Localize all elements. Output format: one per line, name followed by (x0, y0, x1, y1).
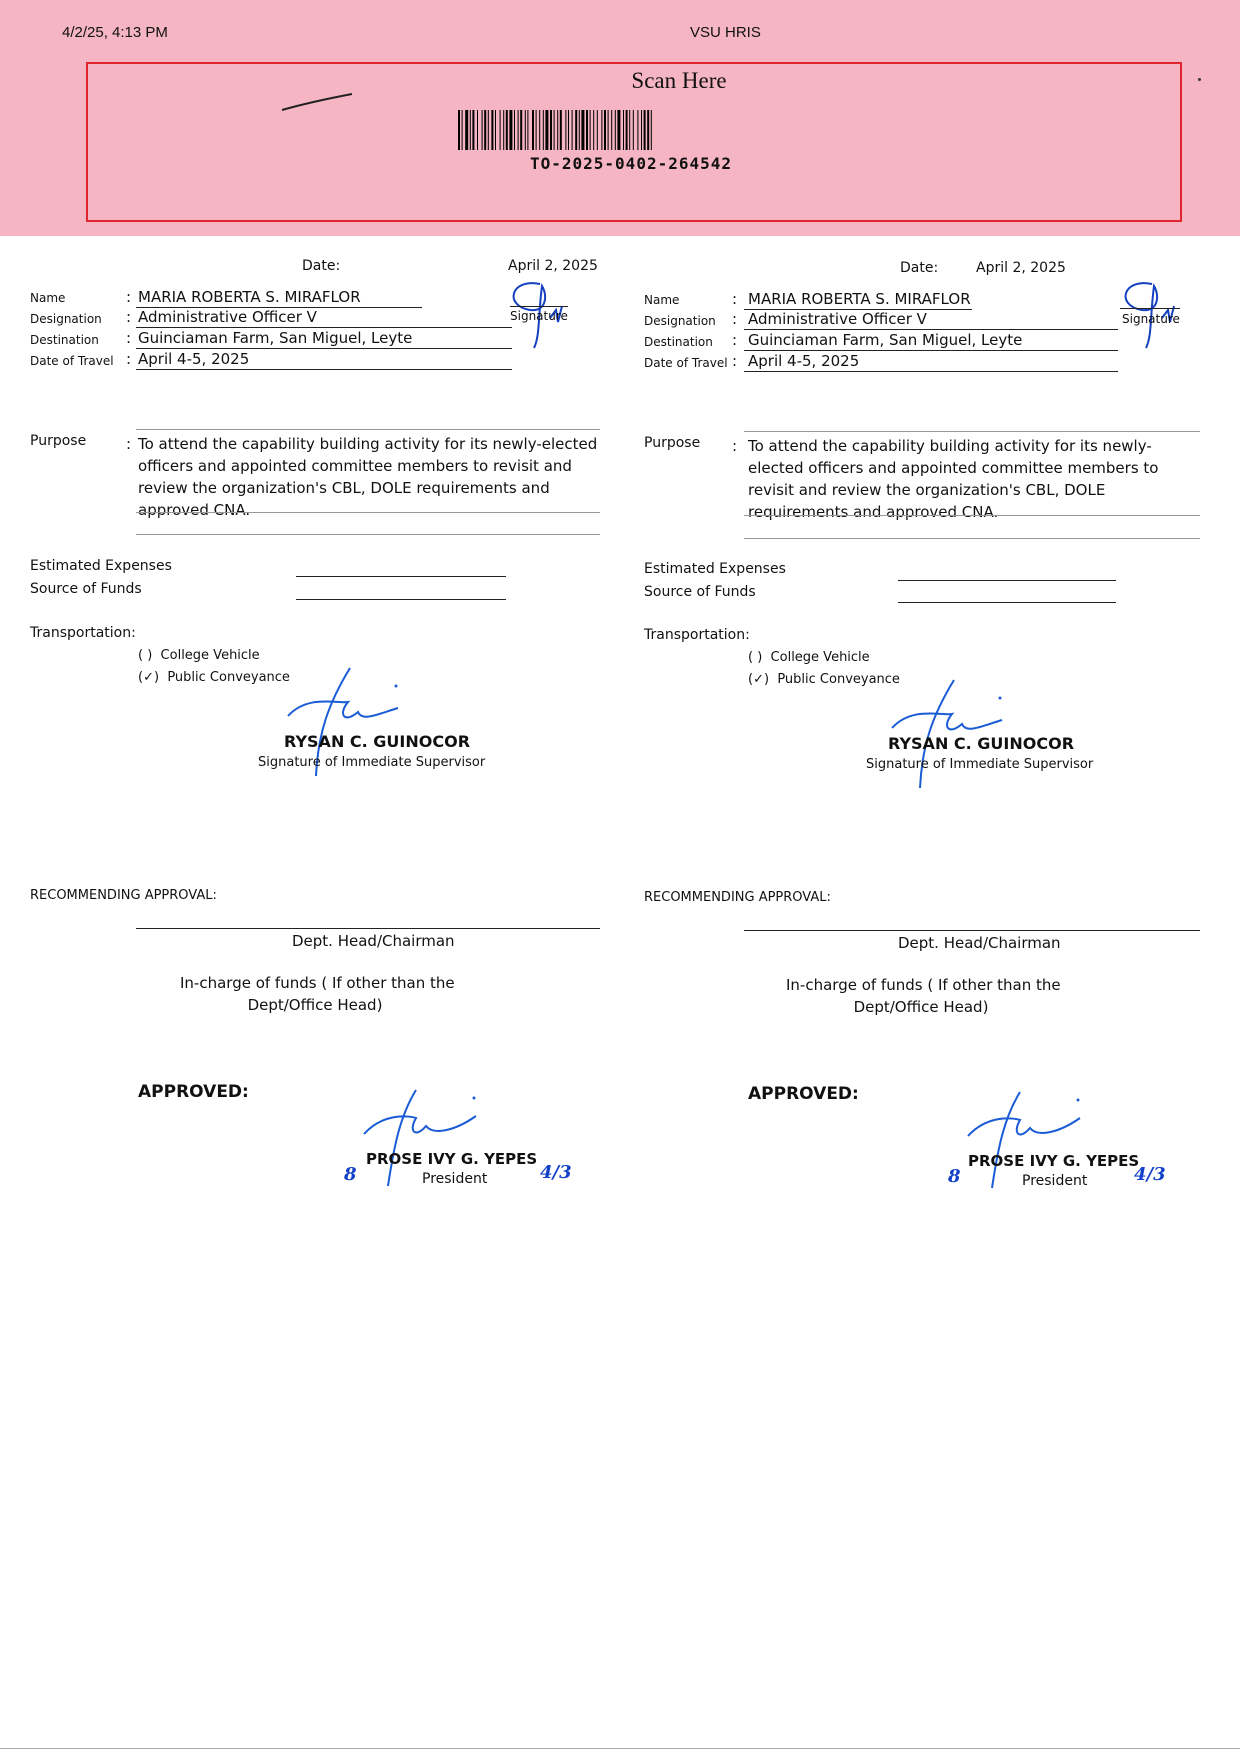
colon: : (732, 352, 738, 370)
source-of-funds-label: Source of Funds (644, 584, 756, 600)
funds-incharge-line2: Dept/Office Head) (247, 996, 383, 1014)
underline (136, 348, 512, 349)
date-of-travel-value: April 4-5, 2025 (748, 352, 860, 370)
barcode-bar (520, 110, 522, 150)
barcode-bar (509, 110, 512, 150)
colon: : (732, 437, 738, 455)
funds-incharge-line2: Dept/Office Head) (853, 998, 989, 1016)
purpose-rule (136, 534, 600, 535)
supervisor-name: RYSAN C. GUINOCOR (888, 734, 1075, 753)
barcode-bar (462, 110, 463, 150)
estimated-expenses-label: Estimated Expenses (644, 561, 786, 577)
colon: : (732, 310, 738, 328)
source-of-funds-line (296, 599, 506, 600)
barcode-bar (482, 110, 483, 150)
president-name: PROSE IVY G. YEPES (366, 1150, 538, 1168)
date-value: April 2, 2025 (508, 258, 598, 274)
purpose-top-rule (744, 431, 1200, 432)
barcode-bar (543, 110, 544, 150)
option-label: College Vehicle (770, 650, 870, 665)
purpose-label: Purpose (30, 433, 87, 449)
approved-label: APPROVED: (748, 1084, 859, 1104)
purpose-top-rule (136, 429, 600, 430)
barcode-bar (617, 110, 620, 150)
supervisor-caption: Signature of Immediate Supervisor (866, 757, 1094, 772)
handwritten-note: 8 (948, 1166, 961, 1187)
option-college-vehicle (138, 648, 260, 663)
signature-caption: Signature (1122, 312, 1180, 326)
colon: : (126, 329, 132, 347)
barcode-bar (637, 110, 638, 150)
option-label: Public Conveyance (167, 670, 290, 685)
option-public-conveyance (138, 670, 290, 685)
underline (744, 329, 1118, 330)
barcode-bar (518, 110, 519, 150)
estimated-expenses-line (296, 576, 506, 577)
designation-value: Administrative Officer V (138, 308, 317, 326)
destination-label: Destination (30, 333, 99, 347)
purpose-label: Purpose (644, 435, 701, 451)
signature-line (510, 306, 568, 307)
recommending-approval-label: RECOMMENDING APPROVAL: (30, 888, 217, 903)
barcode-bar (572, 110, 573, 150)
signature-caption: Signature (510, 309, 568, 323)
barcode-bar (608, 110, 609, 150)
barcode-bar (470, 110, 471, 150)
barcode-bar (601, 110, 602, 150)
option-college-vehicle (748, 650, 870, 665)
barcode-bar (568, 110, 569, 150)
date-label: Date: (900, 260, 939, 276)
funds-incharge-line1: In-charge of funds ( If other than the (786, 976, 1061, 994)
purpose-rule (744, 538, 1200, 539)
supervisor-caption: Signature of Immediate Supervisor (258, 755, 486, 770)
scan-here-label: Scan Here (631, 68, 727, 93)
name-label: Name (30, 291, 66, 305)
recommending-approval-label: RECOMMENDING APPROVAL: (644, 890, 831, 905)
handwritten-date: 4/3 (540, 1162, 572, 1183)
barcode-bar (527, 110, 528, 150)
name-value: MARIA ROBERTA S. MIRAFLOR (138, 288, 361, 306)
date-of-travel-label: Date of Travel (30, 354, 114, 368)
speck-mark (1198, 78, 1201, 81)
barcode-bar (629, 110, 630, 150)
president-caption: President (1022, 1173, 1088, 1189)
print-timestamp: 4/2/25, 4:13 PM (62, 24, 168, 41)
barcode-bar (488, 110, 489, 150)
barcode-bar (506, 110, 508, 150)
destination-value: Guinciaman Farm, San Miguel, Leyte (138, 329, 413, 347)
option-label: College Vehicle (160, 648, 260, 663)
barcode-bar (641, 110, 642, 150)
barcode-bar (651, 110, 652, 150)
supervisor-name: RYSAN C. GUINOCOR (284, 732, 471, 751)
travel-order-copy-left (30, 236, 630, 1236)
handwritten-note: 8 (344, 1164, 357, 1185)
barcode-bar (611, 110, 612, 150)
barcode-bar (647, 110, 649, 150)
barcode-bar (465, 110, 468, 150)
barcode-bar (554, 110, 555, 150)
barcode-bar (545, 110, 548, 150)
estimated-expenses-line (898, 580, 1116, 581)
pen-stroke-mark (280, 88, 360, 118)
date-label: Date: (302, 258, 341, 274)
barcode-bar (626, 110, 628, 150)
dept-head-line (744, 930, 1200, 931)
underline (136, 369, 512, 370)
barcode-bar (550, 110, 552, 150)
barcode-bar (623, 110, 624, 150)
barcode-bar (575, 110, 577, 150)
option-label: Public Conveyance (777, 672, 900, 687)
scan-box[interactable] (86, 62, 1182, 222)
date-of-travel-label: Date of Travel (644, 356, 728, 370)
barcode-bar (503, 110, 504, 150)
date-value: April 2, 2025 (976, 260, 1066, 276)
name-label: Name (644, 293, 680, 307)
tracking-number: TO-2025-0402-264542 (529, 154, 733, 173)
option-mark: ( ) (138, 648, 153, 663)
handwritten-date: 4/3 (1134, 1164, 1166, 1185)
barcode-bar (491, 110, 493, 150)
barcode-bar (581, 110, 584, 150)
barcode-bar (536, 110, 537, 150)
barcode-bar (644, 110, 646, 150)
barcode-bar (458, 110, 460, 150)
transportation-label: Transportation: (30, 625, 136, 641)
designation-label: Designation (644, 314, 716, 328)
colon: : (126, 350, 132, 368)
transportation-label: Transportation: (644, 627, 750, 643)
app-title: VSU HRIS (690, 24, 761, 41)
approved-label: APPROVED: (138, 1082, 249, 1102)
purpose-value: To attend the capability building activity for its newly-elected officers and appointed committee members to revisit and review the organization's CBL, DOLE requirements and approved CNA. (748, 437, 1159, 521)
barcode-bar (586, 110, 588, 150)
dept-head-line (136, 928, 600, 929)
dept-head-caption: Dept. Head/Chairman (292, 932, 455, 950)
barcode-bar (557, 110, 558, 150)
barcode-bar (472, 110, 474, 150)
underline (744, 371, 1118, 372)
dept-head-caption: Dept. Head/Chairman (898, 934, 1061, 952)
signature-line (1120, 308, 1180, 309)
barcode-bar (539, 110, 540, 150)
purpose-rule (136, 512, 600, 513)
estimated-expenses-label: Estimated Expenses (30, 558, 172, 574)
colon: : (126, 308, 132, 326)
barcode-bar (579, 110, 580, 150)
barcode-bar (590, 110, 591, 150)
date-of-travel-value: April 4-5, 2025 (138, 350, 250, 368)
barcode-bar (593, 110, 594, 150)
colon: : (126, 435, 132, 453)
source-of-funds-line (898, 602, 1116, 603)
barcode-bar (633, 110, 634, 150)
colon: : (126, 288, 132, 306)
purpose-rule (744, 515, 1200, 516)
source-of-funds-label: Source of Funds (30, 581, 142, 597)
page-bottom-rule (0, 1748, 1240, 1749)
option-mark: ( ) (748, 650, 763, 665)
president-name: PROSE IVY G. YEPES (968, 1152, 1140, 1170)
barcode-bar (495, 110, 496, 150)
underline (136, 327, 512, 328)
destination-label: Destination (644, 335, 713, 349)
president-caption: President (422, 1171, 488, 1187)
barcode-bar (565, 110, 566, 150)
barcode-bar (500, 110, 501, 150)
option-mark: (✓) (138, 670, 160, 685)
colon: : (732, 331, 738, 349)
barcode-bar (604, 110, 606, 150)
colon: : (732, 290, 738, 308)
destination-value: Guinciaman Farm, San Miguel, Leyte (748, 331, 1023, 349)
purpose-value: To attend the capability building activity for its newly-elected officers and appointed committee members to revisit and review the organization's CBL, DOLE requirements and approved CNA. (138, 435, 598, 519)
designation-value: Administrative Officer V (748, 310, 927, 328)
barcode-bar (477, 110, 478, 150)
option-public-conveyance (748, 672, 900, 687)
funds-incharge-line1: In-charge of funds ( If other than the (180, 974, 455, 992)
designation-label: Designation (30, 312, 102, 326)
barcode-bar (525, 110, 526, 150)
barcode[interactable] (458, 110, 804, 150)
barcode-bar (484, 110, 486, 150)
barcode-bar (514, 110, 515, 150)
name-value: MARIA ROBERTA S. MIRAFLOR (748, 290, 971, 308)
underline (744, 350, 1118, 351)
barcode-bar (615, 110, 616, 150)
barcode-bar (597, 110, 598, 150)
barcode-bar (532, 110, 534, 150)
travel-order-copy-right (642, 236, 1240, 1236)
option-mark: (✓) (748, 672, 770, 687)
barcode-bar (560, 110, 562, 150)
